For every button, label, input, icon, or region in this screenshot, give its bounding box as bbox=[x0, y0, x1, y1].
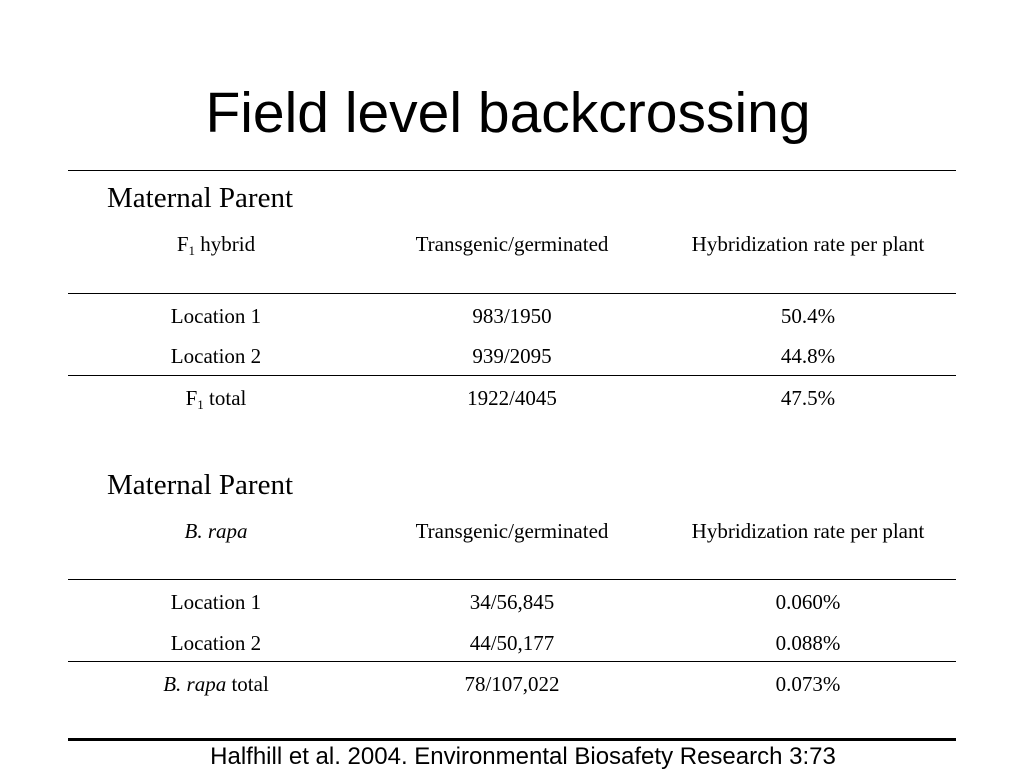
table1-header-hybridization-rate: Hybridization rate per plant bbox=[691, 232, 925, 256]
table1-header-rule bbox=[68, 293, 956, 294]
table1-row-rate: 50.4% bbox=[780, 304, 836, 328]
table1-group-label: Maternal Parent bbox=[107, 182, 294, 214]
table2-header-brapa: B. rapa bbox=[184, 519, 248, 543]
slide-title: Field level backcrossing bbox=[205, 81, 811, 145]
table2-row-ratio: 34/56,845 bbox=[469, 590, 555, 614]
table1-row-rate: 44.8% bbox=[780, 344, 836, 368]
table2-header-hybridization-rate: Hybridization rate per plant bbox=[691, 519, 925, 543]
table2-total-label: B. rapa total bbox=[163, 672, 269, 696]
table1-total-rate: 47.5% bbox=[780, 386, 836, 410]
table1-row-location: Location 2 bbox=[170, 344, 262, 368]
table1-total-ratio: 1922/4045 bbox=[467, 386, 557, 410]
table2-group-label: Maternal Parent bbox=[107, 469, 294, 501]
table1-total-label: $F_1$ total bbox=[185, 386, 247, 412]
citation: Halfhill et al. 2004. Environmental Biosafety Research 3:73 bbox=[210, 743, 836, 770]
table2-row-location: Location 1 bbox=[170, 590, 262, 614]
table1-row-ratio: 983/1950 bbox=[472, 304, 552, 328]
table2-total-rate: 0.073% bbox=[775, 672, 841, 696]
table2-row-rate: 0.088% bbox=[775, 631, 841, 655]
table1-row-location: Location 1 bbox=[170, 304, 262, 328]
table2-row-ratio: 44/50,177 bbox=[469, 631, 555, 655]
table1-header-hybrid: $F_1$ hybrid bbox=[176, 232, 256, 258]
table1-header-transgenic: Transgenic/germinated bbox=[415, 232, 609, 256]
table2-total-rule bbox=[68, 661, 956, 662]
table2-total-ratio: 78/107,022 bbox=[464, 672, 560, 696]
table2-row-rate: 0.060% bbox=[775, 590, 841, 614]
table1-row-ratio: 939/2095 bbox=[472, 344, 552, 368]
table2-header-rule bbox=[68, 579, 956, 580]
table1-top-rule bbox=[68, 170, 956, 171]
table2-row-location: Location 2 bbox=[170, 631, 262, 655]
table1-total-rule bbox=[68, 375, 956, 376]
table2-header-transgenic: Transgenic/germinated bbox=[415, 519, 609, 543]
